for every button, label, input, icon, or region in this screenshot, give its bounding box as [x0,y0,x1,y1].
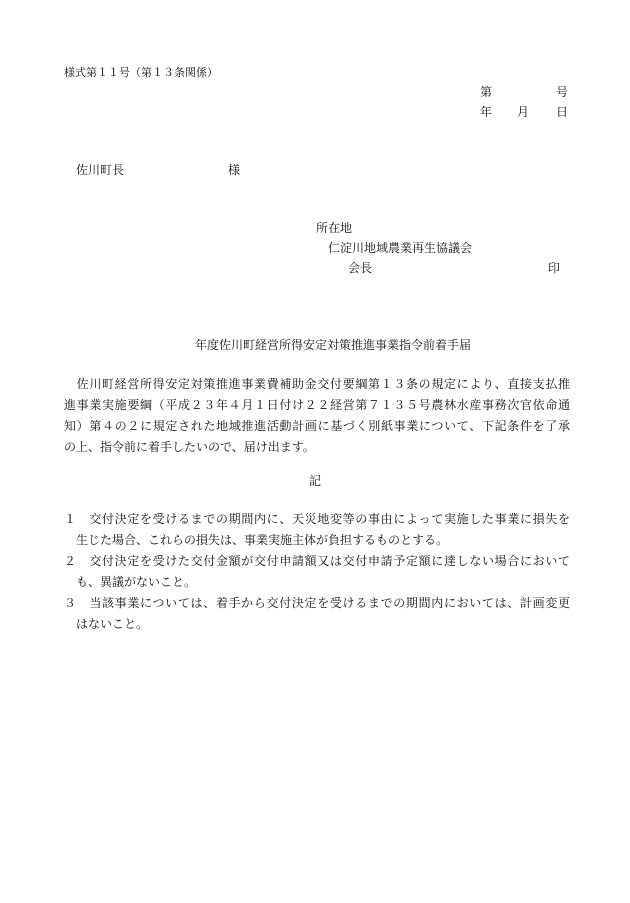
sender-address-label: 所在地 [316,221,353,235]
date-year: 年 [480,105,493,119]
body-line: 進事業実施要綱（平成２３年４月１日付け２２経営第７１３５号農林水産事務次官依命通 [64,398,570,412]
date-month: 月 [517,105,530,119]
sender-seal: 印 [548,261,561,275]
condition-item-1 [64,509,570,551]
condition-item-2 [64,551,570,593]
condition-line: ３ 当該事業については、着手から交付決定を受けるまでの期間内においては、計画変更 [64,596,570,610]
condition-line: 生じた場合、これらの損失は、事業実施主体が負担するものとする。 [64,533,449,547]
form-number: 様式第１１号（第１３条関係） [64,66,218,79]
date-day: 日 [556,105,569,119]
condition-line: ２ 交付決定を受けた交付金額が交付申請額又は交付申請予定額に達しない場合において [64,554,570,568]
addressee-honorific: 様 [228,163,241,177]
condition-item-3 [64,593,570,635]
body-line: の上、指令前に着手したいので、届け出ます。 [64,440,315,454]
number-suffix: 号 [556,85,569,99]
sender-organization: 仁淀川地域農業再生協議会 [328,241,473,255]
condition-line: １ 交付決定を受けるまでの期間内に、天災地変等の事由によって実施した事業に損失を [64,512,570,526]
body-paragraph [64,374,570,458]
condition-line: はないこと。 [64,617,149,631]
number-prefix: 第 [480,85,493,99]
condition-line: も、異議がないこと。 [64,575,197,589]
body-line: 知）第４の２に規定された地域推進活動計画に基づく別紙事業について、下記条件を了承 [64,419,570,433]
addressee-name: 佐川町長 [76,163,125,177]
ki-heading: 記 [309,474,322,488]
document-title: 年度佐川町経営所得安定対策推進事業指令前着手届 [195,338,472,352]
body-line: 佐川町経営所得安定対策推進事業費補助金交付要綱第１３条の規定により、直接支払推 [64,377,570,391]
sender-title: 会長 [348,261,373,275]
